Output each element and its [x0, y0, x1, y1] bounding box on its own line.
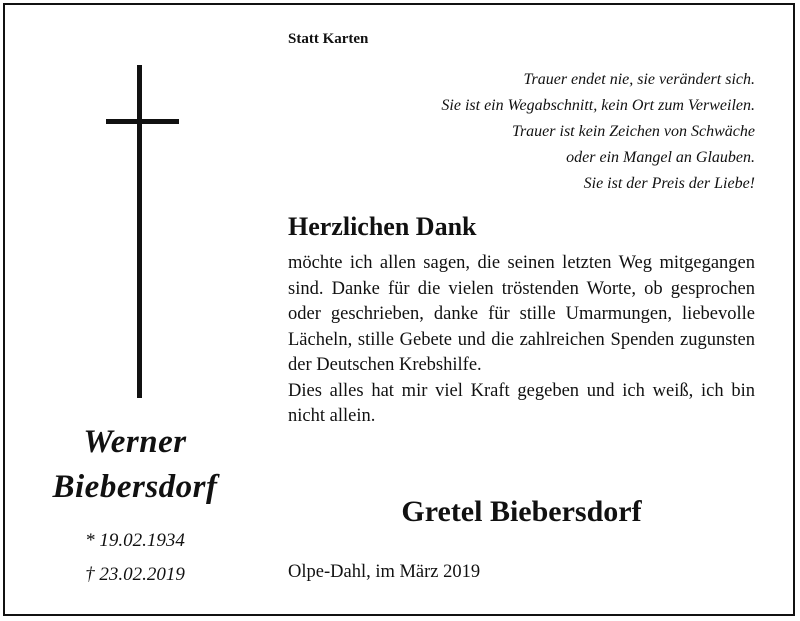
death-date: † 23.02.2019 — [85, 564, 185, 585]
thanks-paragraph: Dies alles hat mir viel Kraft gegeben und ich weiß, ich bin nicht allein. — [288, 380, 755, 426]
deceased-last-name: Biebersdorf — [52, 469, 218, 505]
notice-header: Statt Karten — [288, 31, 369, 47]
thanks-text — [288, 251, 755, 430]
place-date: Olpe-Dahl, im März 2019 — [288, 562, 481, 582]
deceased-first-name: Werner — [83, 424, 187, 460]
cross-icon-beam — [106, 119, 179, 124]
poem-line: Sie ist der Preis der Liebe! — [583, 175, 755, 192]
poem-line: Trauer ist kein Zeichen von Schwäche — [511, 123, 755, 140]
signer-name: Gretel Biebersdorf — [401, 495, 642, 528]
poem-line: Sie ist ein Wegabschnitt, kein Ort zum Verweilen. — [441, 97, 755, 114]
thanks-paragraph: möchte ich allen sagen, die seinen letzten Weg mitgegangen sind. Danke für die vielen tröstenden Worte, ob gesprochen oder geschrieben, danke für stille Umarmungen, liebevolle Lächeln, stille Gebete und die zahlreichen Spenden zugunsten der Deutschen Krebshilfe. — [288, 253, 755, 375]
poem — [295, 67, 755, 197]
poem-line: Trauer endet nie, sie verändert sich. — [523, 71, 755, 88]
cross-icon — [137, 65, 142, 398]
birth-date: * 19.02.1934 — [85, 530, 185, 551]
thanks-heading: Herzlichen Dank — [288, 212, 477, 241]
poem-line: oder ein Mangel an Glauben. — [566, 149, 755, 166]
